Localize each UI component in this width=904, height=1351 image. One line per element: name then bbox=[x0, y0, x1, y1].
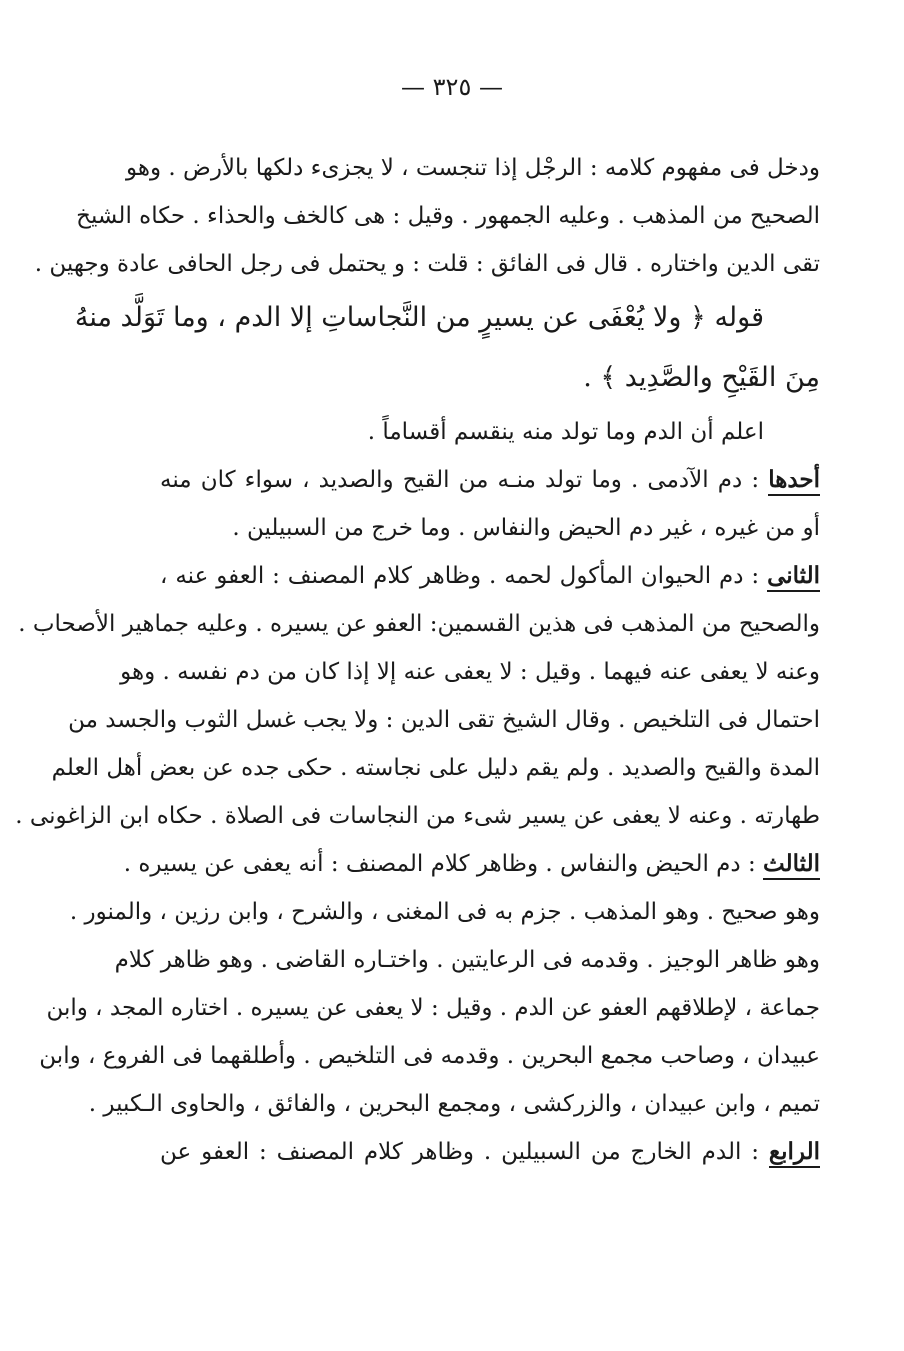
text-line: احتمال فى التلخيص . وقال الشيخ تقى الدين : ولا يجب غسل الثوب والجسد من bbox=[68, 707, 820, 733]
text-line: عبيدان ، وصاحب مجمع البحرين . وقدمه فى التلخيص . وأطلقهما فى الفروع ، وابن bbox=[39, 1043, 820, 1069]
section-term: أحدها bbox=[768, 466, 820, 496]
text-line bbox=[160, 456, 820, 504]
text-segment: : دم الآدمى . وما تولد منـه من القيح والصديد ، سواء كان منه bbox=[160, 467, 760, 493]
quote-line: مِنَ القَيْحِ والصَّدِيد ﴾ . bbox=[583, 362, 820, 393]
text-line: جماعة ، لإطلاقهم العفو عن الدم . وقيل : لا يعفى عن يسيره . اختاره المجد ، وابن bbox=[46, 995, 820, 1021]
quote-line: قوله ﴿ ولا يُعْفَى عن يسيرٍ من النَّجاساتِ إلا الدم ، وما تَوَلَّد منهُ bbox=[74, 302, 764, 333]
text-line: اعلم أن الدم وما تولد منه ينقسم أقساماً . bbox=[367, 419, 764, 445]
section-term: الثانى bbox=[767, 562, 820, 592]
section-term: الثالث bbox=[763, 850, 820, 880]
text-line: تقى الدين واختاره . قال فى الفائق : قلت : و يحتمل فى رجل الحافى عادة وجهين . bbox=[34, 251, 820, 277]
text-line: ودخل فى مفهوم كلامه : الرجْل إذا تنجست ، لا يجزىء دلكها بالأرض . وهو bbox=[125, 155, 820, 181]
text-line: وهو صحيح . وهو المذهب . جزم به فى المغنى ، والشرح ، وابن رزين ، والمنور . bbox=[69, 899, 820, 925]
text-segment: : دم الحيض والنفاس . وظاهر كلام المصنف : أنه يعفى عن يسيره . bbox=[123, 851, 756, 877]
text-line: وهو ظاهر الوجيز . وقدمه فى الرعايتين . واختـاره القاضى . وهو ظاهر كلام bbox=[114, 947, 820, 973]
text-line bbox=[160, 552, 820, 600]
text-line bbox=[123, 840, 820, 888]
main-text bbox=[15, 144, 821, 1176]
text-line: تميم ، وابن عبيدان ، والزركشى ، ومجمع البحرين ، والفائق ، والحاوى الـكبير . bbox=[88, 1091, 820, 1117]
text-line: أو من غيره ، غير دم الحيض والنفاس . وما خرج من السبيلين . bbox=[232, 515, 820, 541]
text-line: الصحيح من المذهب . وعليه الجمهور . وقيل : هى كالخف والحذاء . حكاه الشيخ bbox=[76, 203, 820, 229]
section-term: الرابع bbox=[769, 1138, 820, 1168]
page-number: — ٣٢٥ — bbox=[401, 73, 503, 101]
text-line: والصحيح من المذهب فى هذين القسمين: العفو عن يسيره . وعليه جماهير الأصحاب . bbox=[18, 611, 820, 637]
text-line: وعنه لا يعفى عنه فيهما . وقيل : لا يعفى عنه إلا إذا كان من دم نفسه . وهو bbox=[120, 659, 820, 685]
text-line: طهارته . وعنه لا يعفى عن يسير شىء من النجاسات فى الصلاة . حكاه ابن الزاغونى . bbox=[15, 803, 820, 829]
text-segment: : الدم الخارج من السبيلين . وظاهر كلام المصنف : العفو عن bbox=[160, 1139, 759, 1165]
text-line bbox=[160, 1128, 820, 1176]
text-line: المدة والقيح والصديد . ولم يقم دليل على نجاسته . حكى جده عن بعض أهل العلم bbox=[51, 755, 820, 781]
text-segment: : دم الحيوان المأكول لحمه . وظاهر كلام المصنف : العفو عنه ، bbox=[160, 563, 760, 589]
